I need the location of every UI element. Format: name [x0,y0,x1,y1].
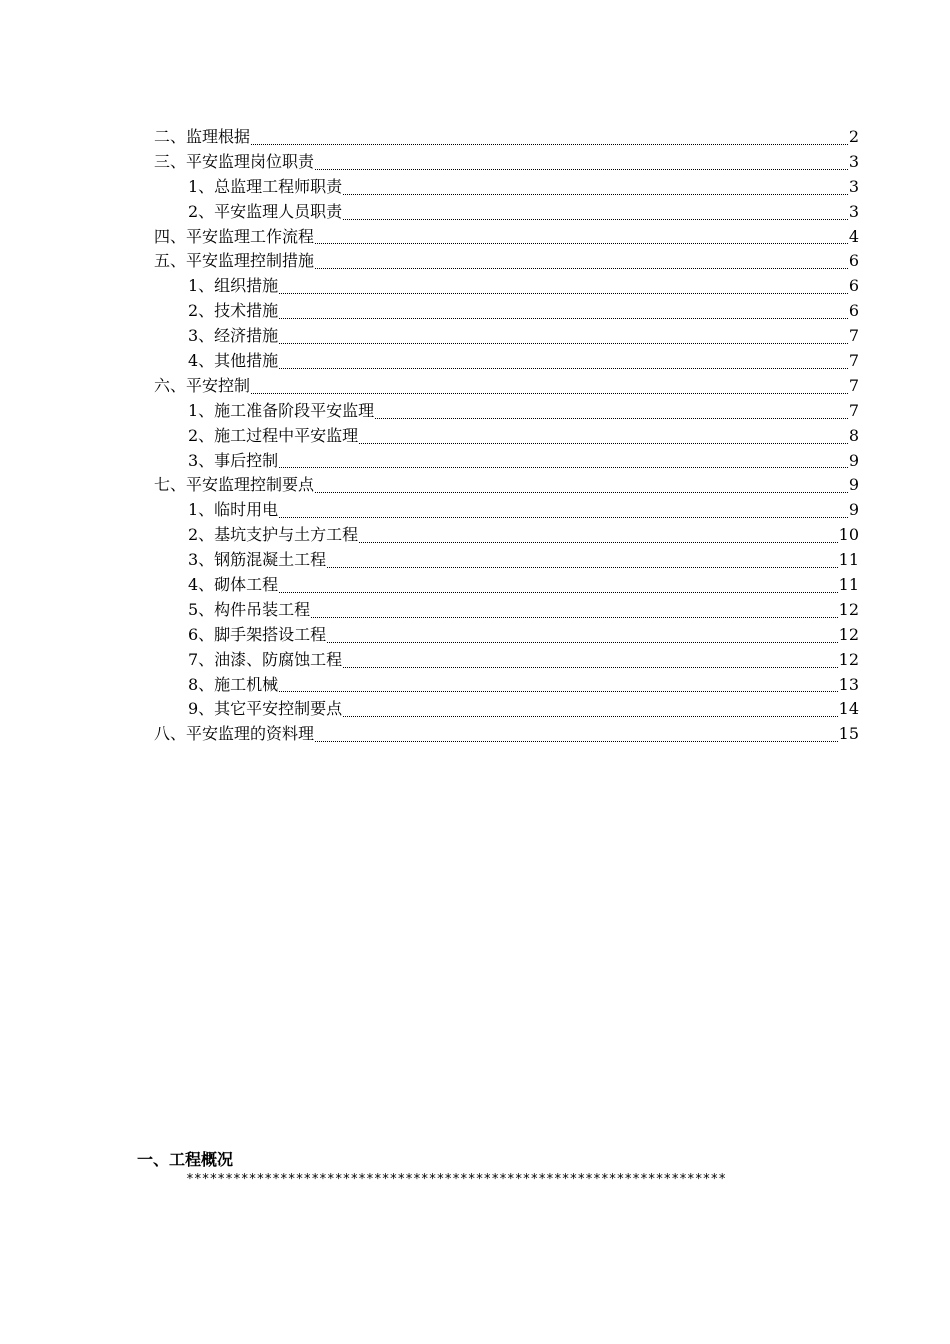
toc-dot-leader [343,716,837,717]
section-heading: 一、工程概况 [137,1150,234,1169]
toc-dot-leader [359,542,837,543]
toc-dot-leader [279,368,848,369]
toc-entry[interactable] [154,473,859,498]
toc-entry[interactable] [154,374,859,399]
toc-dot-leader [343,194,848,195]
toc-entry[interactable] [154,225,859,250]
toc-entry-page-number: 9 [848,500,859,520]
toc-dot-leader [375,418,848,419]
toc-entry-label: 八、平安监理的资料理 [154,724,315,744]
toc-entry-label: 4、其他措施 [188,351,279,370]
placeholder-asterisks: ********************************************************************* [186,1172,727,1187]
toc-entry-label: 六、平安控制 [154,375,251,395]
toc-dot-leader [359,443,848,444]
toc-dot-leader [279,517,848,518]
toc-dot-leader [279,293,848,294]
toc-entry-label: 1、临时用电 [188,500,279,520]
toc-dot-leader [279,467,848,468]
table-of-contents [154,125,859,747]
toc-entry-page-number: 13 [838,674,859,694]
toc-entry-page-number: 4 [848,226,859,246]
toc-entry-label: 6、脚手架搭设工程 [188,624,327,644]
toc-entry-page-number: 7 [848,375,859,395]
toc-entry-page-number: 9 [848,475,859,495]
toc-entry[interactable] [154,548,859,573]
toc-dot-leader [311,617,837,618]
toc-entry-page-number: 7 [848,351,859,370]
toc-entry[interactable] [154,498,859,523]
toc-entry[interactable] [154,175,859,200]
toc-entry-page-number: 3 [848,201,859,221]
toc-entry-label: 二、监理根据 [154,126,251,146]
toc-entry-page-number: 11 [838,550,859,570]
toc-entry-page-number: 12 [838,599,859,619]
toc-entry-page-number: 9 [848,450,859,470]
toc-entry[interactable] [154,299,859,324]
toc-entry-page-number: 11 [838,575,859,595]
toc-entry-page-number: 7 [848,326,859,346]
toc-entry-label: 七、平安监理控制要点 [154,475,315,495]
toc-entry[interactable] [154,697,859,722]
toc-dot-leader [315,492,848,493]
toc-entry-page-number: 2 [848,126,859,146]
toc-dot-leader [315,741,838,742]
toc-dot-leader [279,592,837,593]
toc-entry[interactable] [154,249,859,274]
toc-entry-label: 三、平安监理岗位职责 [154,151,315,171]
toc-entry-label: 3、经济措施 [188,326,279,346]
toc-entry[interactable] [154,673,859,698]
toc-dot-leader [343,667,837,668]
toc-entry-page-number: 15 [838,724,859,744]
toc-entry[interactable] [154,424,859,449]
toc-entry-label: 8、施工机械 [188,674,279,694]
toc-entry-label: 4、砌体工程 [188,575,279,595]
toc-entry-page-number: 6 [848,276,859,296]
toc-entry[interactable] [154,200,859,225]
toc-dot-leader [327,642,837,643]
toc-entry-label: 1、施工准备阶段平安监理 [188,400,375,420]
toc-dot-leader [251,144,848,145]
toc-entry-page-number: 3 [848,176,859,196]
toc-entry[interactable] [154,324,859,349]
toc-entry[interactable] [154,648,859,673]
toc-entry[interactable] [154,399,859,424]
toc-entry-page-number: 7 [848,400,859,420]
toc-entry-label: 7、油漆、防腐蚀工程 [188,649,343,669]
toc-entry-label: 2、施工过程中平安监理 [188,425,359,445]
toc-entry-label: 3、钢筋混凝土工程 [188,550,327,570]
toc-entry[interactable] [154,150,859,175]
toc-entry-label: 5、构件吊装工程 [188,599,311,619]
toc-dot-leader [315,243,848,244]
toc-dot-leader [279,691,837,692]
toc-dot-leader [315,268,848,269]
toc-entry-label: 2、技术措施 [188,301,279,321]
toc-entry[interactable] [154,598,859,623]
toc-entry-label: 1、总监理工程师职责 [188,176,343,196]
toc-entry-label: 四、平安监理工作流程 [154,226,315,246]
toc-dot-leader [279,343,848,344]
toc-entry-label: 1、组织措施 [188,276,279,296]
toc-dot-leader [251,393,848,394]
toc-entry-page-number: 12 [838,649,859,669]
toc-dot-leader [315,169,848,170]
toc-entry-page-number: 8 [848,425,859,445]
toc-entry[interactable] [154,523,859,548]
toc-entry[interactable] [154,349,859,374]
toc-entry-page-number: 14 [838,699,859,719]
toc-entry[interactable] [154,449,859,474]
toc-dot-leader [279,318,848,319]
toc-entry[interactable] [154,125,859,150]
toc-dot-leader [327,567,837,568]
toc-entry-label: 2、平安监理人员职责 [188,201,343,221]
toc-entry-page-number: 6 [848,251,859,271]
toc-entry[interactable] [154,573,859,598]
toc-entry[interactable] [154,722,859,747]
toc-entry-page-number: 6 [848,301,859,321]
toc-entry-page-number: 3 [848,151,859,171]
toc-entry[interactable] [154,274,859,299]
toc-entry[interactable] [154,623,859,648]
toc-entry-label: 五、平安监理控制措施 [154,251,315,271]
toc-entry-page-number: 10 [838,525,859,545]
toc-entry-page-number: 12 [838,624,859,644]
toc-entry-label: 2、基坑支护与土方工程 [188,525,359,545]
toc-entry-label: 3、事后控制 [188,450,279,470]
toc-entry-label: 9、其它平安控制要点 [188,699,343,719]
toc-dot-leader [343,219,848,220]
